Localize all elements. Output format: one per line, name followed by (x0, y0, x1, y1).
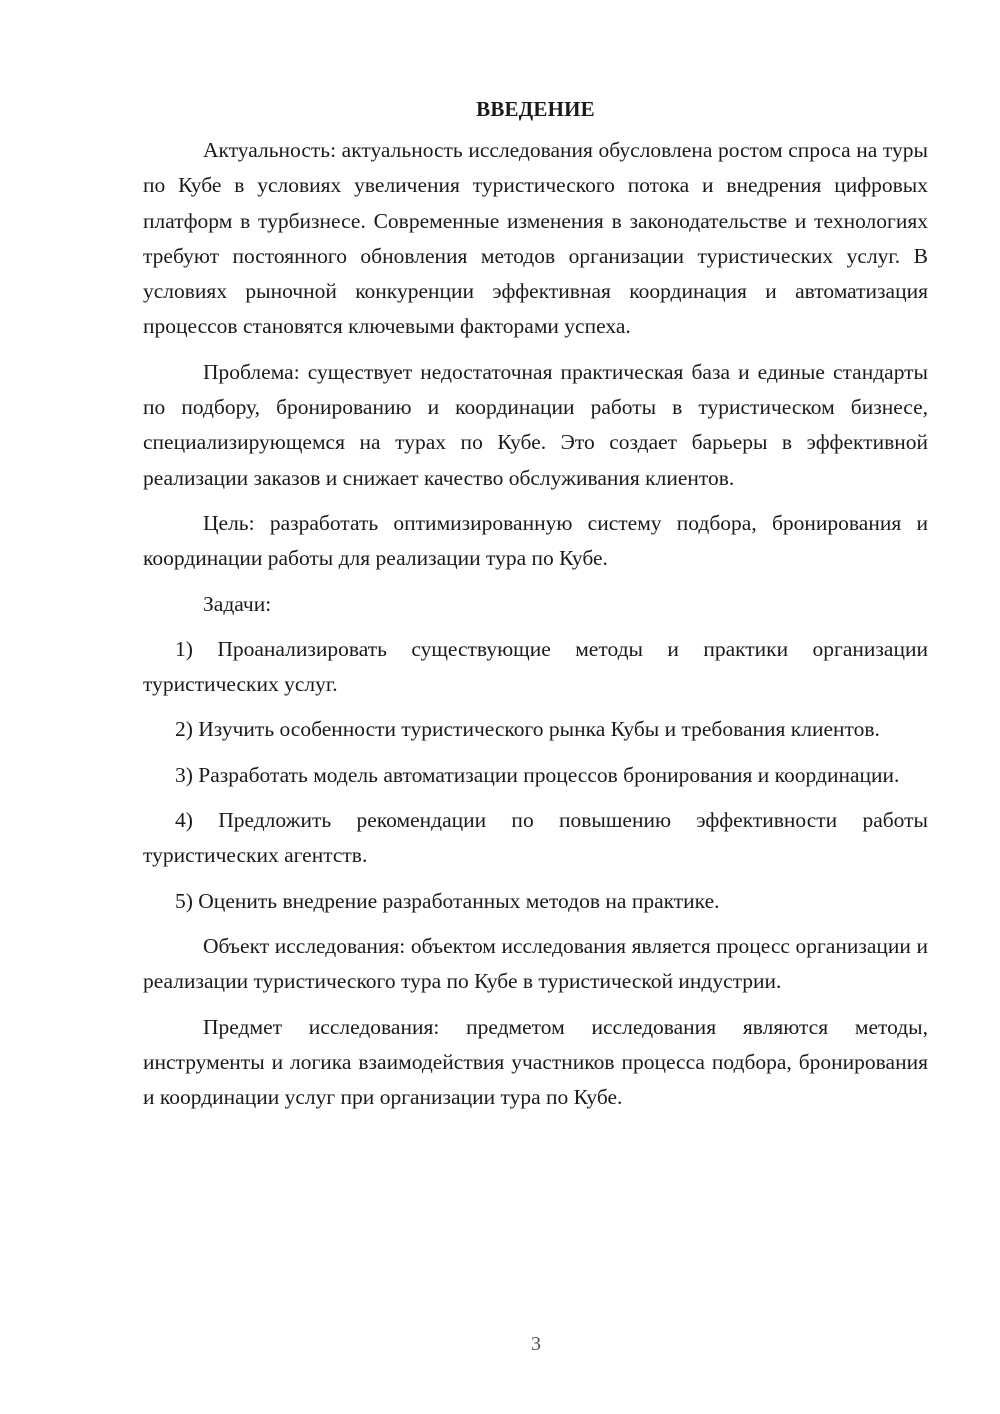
task-item-4: 4) Предложить рекомендации по повышению эффективности работы туристических агентств. (143, 808, 928, 868)
task-item-2: 2) Изучить особенности туристического рынка Кубы и требования клиентов. (175, 717, 880, 742)
section-heading: ВВЕДЕНИЕ (476, 97, 595, 121)
document-page (143, 92, 928, 1125)
paragraph-relevance: Актуальность: актуальность исследования обусловлена ростом спроса на туры по Кубе в условиях увеличения туристического потока и внедрения цифровых платформ в турбизнесе. Современные изменения в законодательстве и технологиях требуют постоянного обновления методов организации туристических услуг. В условиях рыночной конкуренции эффективная координация и автоматизация процессов становятся ключевыми факторами успеха. (143, 138, 928, 339)
paragraph-goal: Цель: разработать оптимизированную систему подбора, бронирования и координации работы для реализации тура по Кубе. (143, 510, 928, 571)
paragraph-object: Объект исследования: объектом исследования является процесс организации и реализации туристического тура по Кубе в туристической индустрии. (143, 933, 928, 994)
task-item-3: 3) Разработать модель автоматизации процессов бронирования и координации. (175, 762, 900, 787)
tasks-label: Задачи: (203, 591, 272, 616)
task-item-1: 1) Проанализировать существующие методы и практики организации туристических услуг. (143, 636, 928, 697)
paragraph-problem: Проблема: существует недостаточная практическая база и единые стандарты по подбору, бронированию и координации работы в туристическом бизнесе, специализирующемся на турах по Кубе. Это создает барьеры в эффективной реализации заказов и снижает качество обслуживания клиентов. (143, 359, 928, 490)
paragraph-subject: Предмет исследования: предметом исследования являются методы, инструменты и логика взаимодействия участников процесса подбора, бронирования и координации услуг при организации тура по Кубе. (143, 1014, 928, 1110)
task-item-5: 5) Оценить внедрение разработанных методов на практике. (175, 888, 720, 913)
page-number: 3 (531, 1333, 541, 1355)
